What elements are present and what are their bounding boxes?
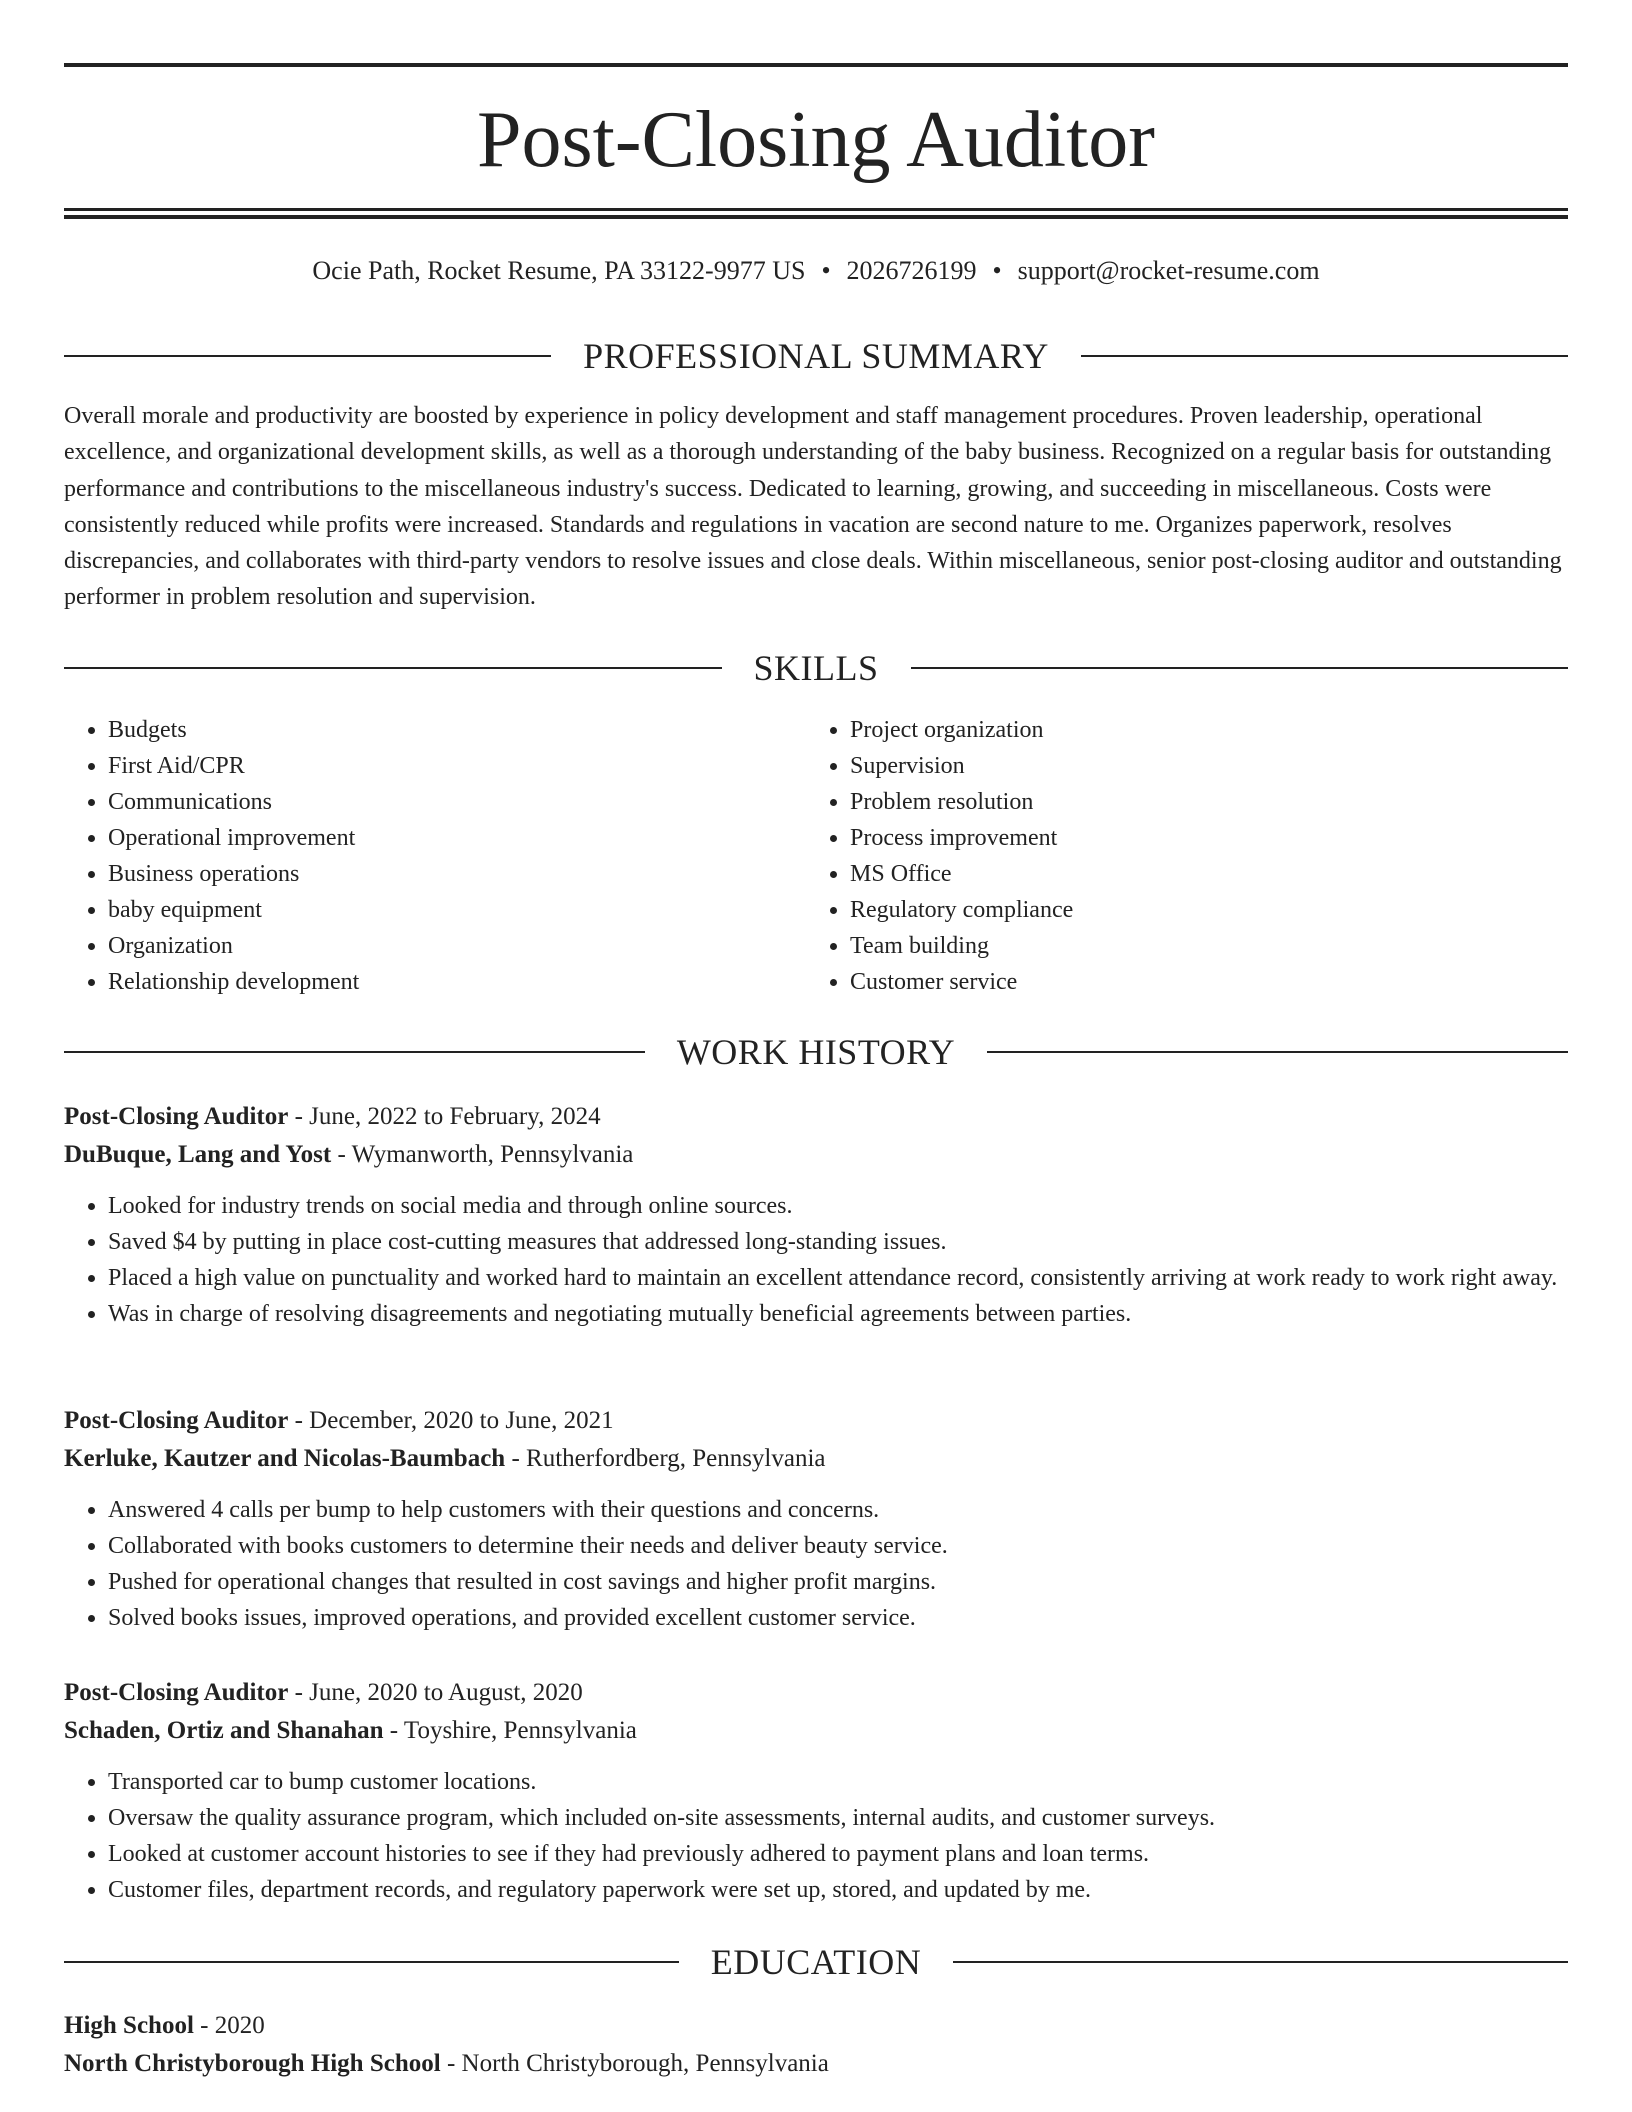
- job-location: - Wymanworth, Pennsylvania: [331, 1141, 634, 1168]
- job-title-line: [64, 1674, 1568, 1712]
- job-bullet: • Was in charge of resolving disagreements and negotiating mutually beneficial agreements between parties.: [108, 1296, 1568, 1332]
- job-title-line: [64, 1098, 1568, 1136]
- education-school-line: [64, 2045, 1568, 2083]
- job-bullet: • Pushed for operational changes that resulted in cost savings and higher profit margins.: [108, 1564, 1568, 1600]
- job-company-line: [64, 1440, 1568, 1478]
- education-heading: EDUCATION: [710, 1942, 922, 1982]
- education-degree: High School: [64, 2012, 194, 2039]
- skill-item: • Team building: [850, 928, 1506, 964]
- skill-item: • Regulatory compliance: [850, 892, 1506, 928]
- skill-item: • Process improvement: [850, 820, 1506, 856]
- job-bullet: • Looked at customer account histories to see if they had previously adhered to payment plans and loan terms.: [108, 1836, 1568, 1872]
- job-company: Schaden, Ortiz and Shanahan: [64, 1717, 384, 1744]
- divider-line: [64, 667, 722, 669]
- divider-line: [64, 1961, 679, 1963]
- job-bullet: • Placed a high value on punctuality and worked hard to maintain an excellent attendance record, consistently arriving at work ready to work right away.: [108, 1260, 1568, 1296]
- job-dates: - June, 2022 to February, 2024: [288, 1103, 601, 1130]
- job-company: Kerluke, Kautzer and Nicolas-Baumbach: [64, 1445, 506, 1472]
- job-bullet: • Collaborated with books customers to determine their needs and deliver beauty service.: [108, 1528, 1568, 1564]
- divider-line: [987, 1051, 1568, 1053]
- job-title: Post-Closing Auditor: [64, 1679, 289, 1706]
- title-double-rule: [64, 208, 1568, 219]
- job-entry: [64, 1402, 1568, 1636]
- education-degree-line: [64, 2007, 1568, 2045]
- skill-item: • Communications: [108, 784, 764, 820]
- education-year: - 2020: [193, 2012, 265, 2039]
- job-title: Post-Closing Auditor: [64, 1407, 289, 1434]
- education-heading-row: [64, 1940, 1568, 1984]
- summary-text: Overall morale and productivity are boosted by experience in policy development and staff management procedures. Proven leadership, operational excellence, and organizational development skills, as well as a thorough understanding of the baby business. Recognized on a regular basis for outstanding performance and contributions to the miscellaneous industry's success. Dedicated to learning, growing, and succeeding in miscellaneous. Costs were consistently reduced while profits were increased. Standards and regulations in vacation are second nature to me. Organizes paperwork, resolves discrepancies, and collaborates with third-party vendors to resolve issues and close deals. Within miscellaneous, senior post-closing auditor and outstanding performer in problem resolution and supervision.: [64, 403, 1562, 611]
- skill-item: • Budgets: [108, 712, 764, 748]
- skill-item: • Supervision: [850, 748, 1506, 784]
- top-rule: [64, 63, 1568, 67]
- skill-item: • baby equipment: [108, 892, 764, 928]
- job-bullet: • Customer files, department records, and regulatory paperwork were set up, stored, and updated by me.: [108, 1872, 1568, 1908]
- job-company: DuBuque, Lang and Yost: [64, 1141, 332, 1168]
- job-dates: - December, 2020 to June, 2021: [288, 1407, 614, 1434]
- education-location: - North Christyborough, Pennsylvania: [440, 2050, 829, 2077]
- divider-line: [1081, 355, 1568, 357]
- skill-item: • Project organization: [850, 712, 1506, 748]
- skill-item: • Relationship development: [108, 964, 764, 1000]
- skill-item: • Business operations: [108, 856, 764, 892]
- contact-separator: •: [992, 256, 1002, 285]
- job-bullet: • Solved books issues, improved operations, and provided excellent customer service.: [108, 1600, 1568, 1636]
- education-school: North Christyborough High School: [64, 2050, 441, 2077]
- job-dates: - June, 2020 to August, 2020: [288, 1679, 583, 1706]
- divider-line: [64, 355, 551, 357]
- job-company-line: [64, 1712, 1568, 1750]
- job-title-line: [64, 1402, 1568, 1440]
- skill-item: • Organization: [108, 928, 764, 964]
- job-bullet: • Oversaw the quality assurance program, which included on-site assessments, internal audits, and customer surveys.: [108, 1800, 1568, 1836]
- job-bullet: • Looked for industry trends on social media and through online sources.: [108, 1188, 1568, 1224]
- skills-column-left: [64, 712, 764, 1000]
- job-title: Post-Closing Auditor: [64, 1103, 289, 1130]
- summary-heading-row: [64, 334, 1568, 378]
- skill-item: • First Aid/CPR: [108, 748, 764, 784]
- job-entry: [64, 1098, 1568, 1332]
- contact-line: [64, 254, 1568, 288]
- skills-heading-row: [64, 646, 1568, 690]
- contact-separator: •: [821, 256, 831, 285]
- contact-address: Ocie Path, Rocket Resume, PA 33122-9977 US: [312, 256, 806, 285]
- skill-item: • Problem resolution: [850, 784, 1506, 820]
- job-bullet: • Answered 4 calls per bump to help customers with their questions and concerns.: [108, 1492, 1568, 1528]
- contact-phone: 2026726199: [846, 256, 977, 285]
- job-entry: [64, 1674, 1568, 1908]
- skills-column-right: [806, 712, 1506, 1000]
- skill-item: • Operational improvement: [108, 820, 764, 856]
- job-bullet: • Transported car to bump customer locations.: [108, 1764, 1568, 1800]
- work-heading: WORK HISTORY: [676, 1032, 956, 1072]
- resume-title: Post-Closing Auditor: [477, 96, 1155, 184]
- divider-line: [64, 1051, 645, 1053]
- education-entry: [64, 2007, 1568, 2083]
- summary-heading: PROFESSIONAL SUMMARY: [583, 336, 1049, 376]
- job-location: - Toyshire, Pennsylvania: [383, 1717, 637, 1744]
- divider-line: [911, 667, 1569, 669]
- contact-email: support@rocket-resume.com: [1017, 256, 1320, 285]
- skill-item: • MS Office: [850, 856, 1506, 892]
- skills-heading: SKILLS: [753, 648, 879, 688]
- work-heading-row: [64, 1030, 1568, 1074]
- job-company-line: [64, 1136, 1568, 1174]
- skill-item: • Customer service: [850, 964, 1506, 1000]
- job-location: - Rutherfordberg, Pennsylvania: [505, 1445, 826, 1472]
- job-bullet: • Saved $4 by putting in place cost-cutting measures that addressed long-standing issues.: [108, 1224, 1568, 1260]
- divider-line: [953, 1961, 1568, 1963]
